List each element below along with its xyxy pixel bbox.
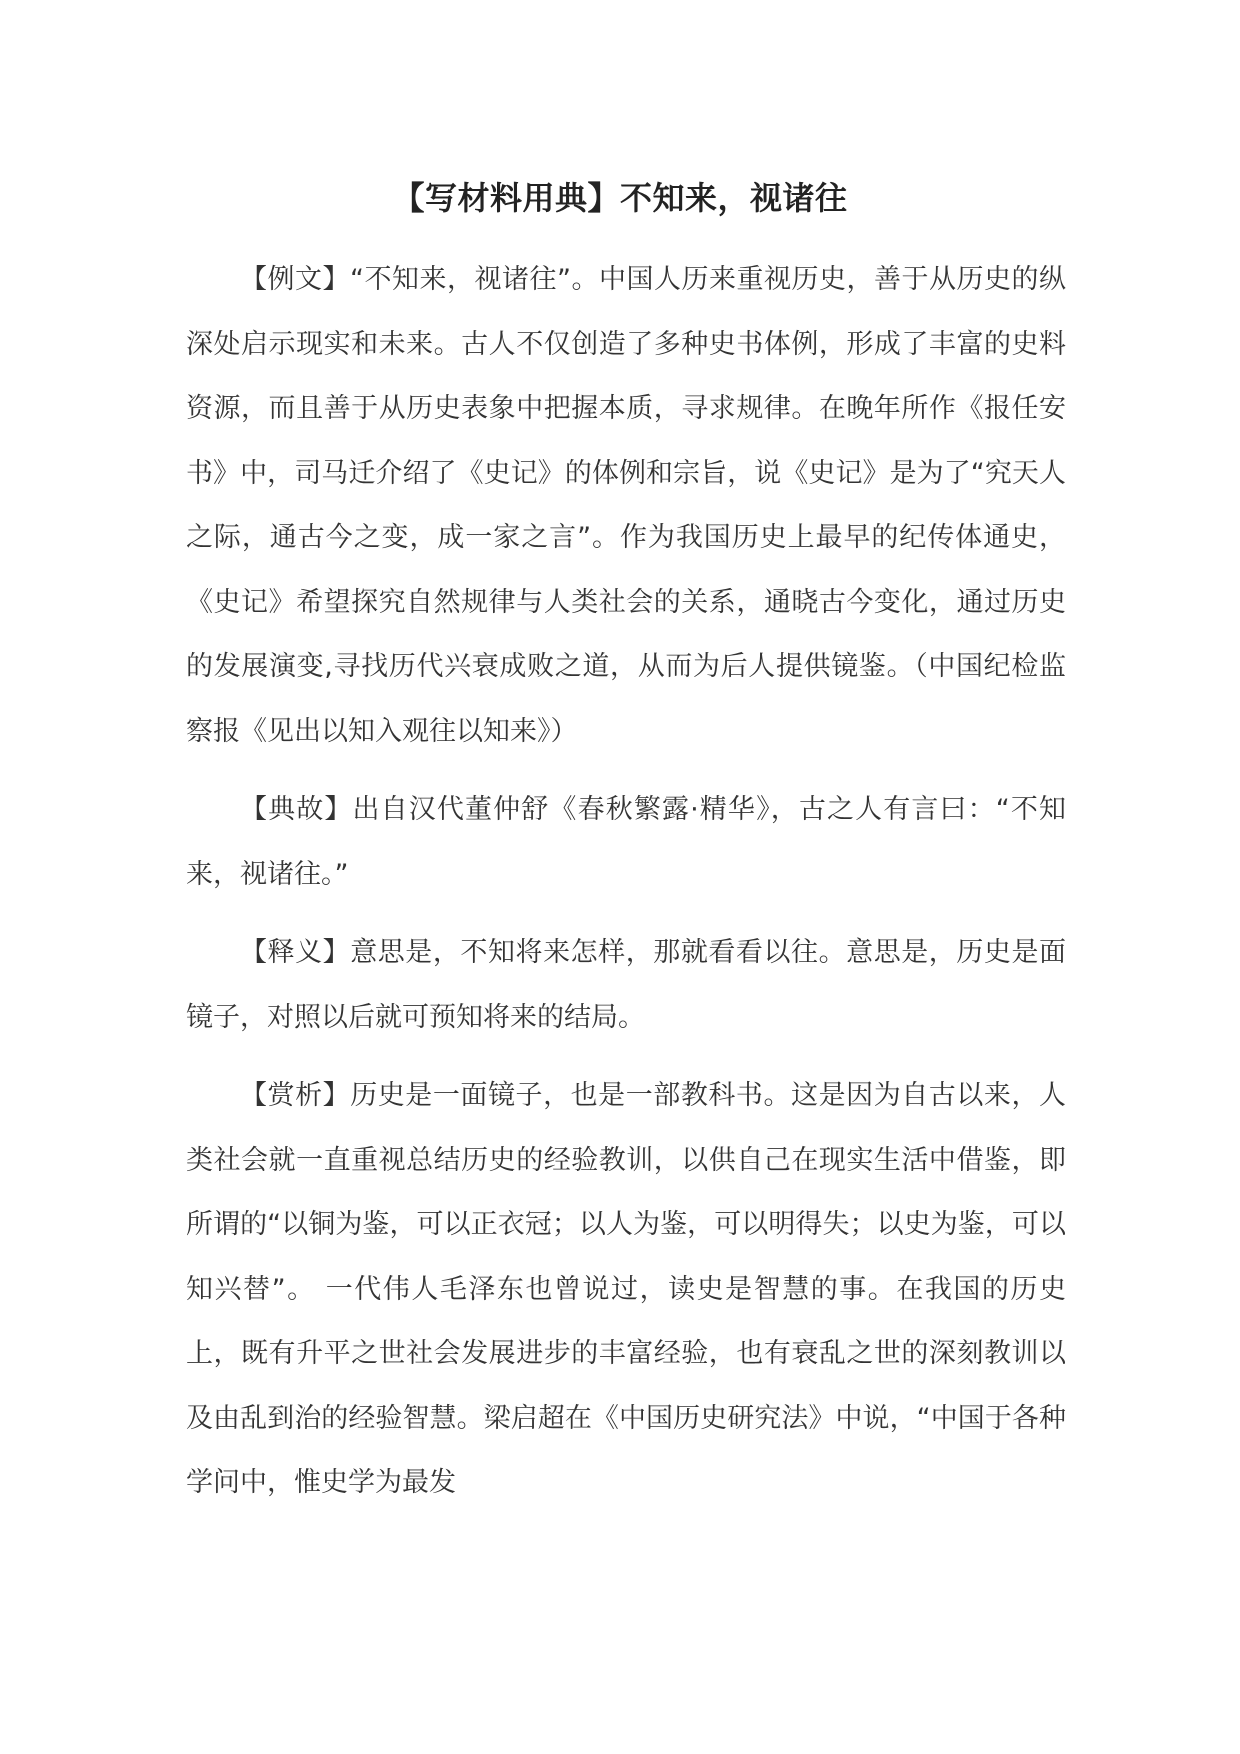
- paragraph-allusion: 【典故】出自汉代董仲舒《春秋繁露·精华》，古之人有言曰：“不知来，视诸往。”: [186, 794, 1066, 890]
- page-title: 【写材料用典】不知来，视诸往: [392, 179, 848, 217]
- document-body: [186, 248, 1066, 1516]
- paragraph-meaning: 【释义】意思是，不知将来怎样，那就看看以往。意思是，历史是面镜子，对照以后就可预知将来的结局。: [186, 937, 1066, 1033]
- paragraph-appreciation: 【赏析】历史是一面镜子，也是一部教科书。这是因为自古以来，人类社会就一直重视总结历史的经验教训，以供自己在现实生活中借鉴，即所谓的“以铜为鉴，可以正衣冠；以人为鉴，可以明得失；以史为鉴，可以知兴替”。 一代伟人毛泽东也曾说过，读史是智慧的事。在我国的历史上，既有升平之世社会发展进步的丰富经验，也有衰乱之世的深刻教训以及由乱到治的经验智慧。梁启超在《中国历史研究法》中说，“中国于各种学问中，惟史学为最发: [186, 1080, 1066, 1498]
- paragraph-example: 【例文】“不知来，视诸往”。中国人历来重视历史，善于从历史的纵深处启示现实和未来。古人不仅创造了多种史书体例，形成了丰富的史料资源，而且善于从历史表象中把握本质，寻求规律。在晚年所作《报任安书》中，司马迁介绍了《史记》的体例和宗旨，说《史记》是为了“究天人之际，通古今之变，成一家之言”。作为我国历史上最早的纪传体通史，《史记》希望探究自然规律与人类社会的关系，通晓古今变化，通过历史的发展演变,寻找历代兴衰成败之道，从而为后人提供镜鉴。（中国纪检监察报《见出以知入观往以知来》）: [186, 264, 1066, 747]
